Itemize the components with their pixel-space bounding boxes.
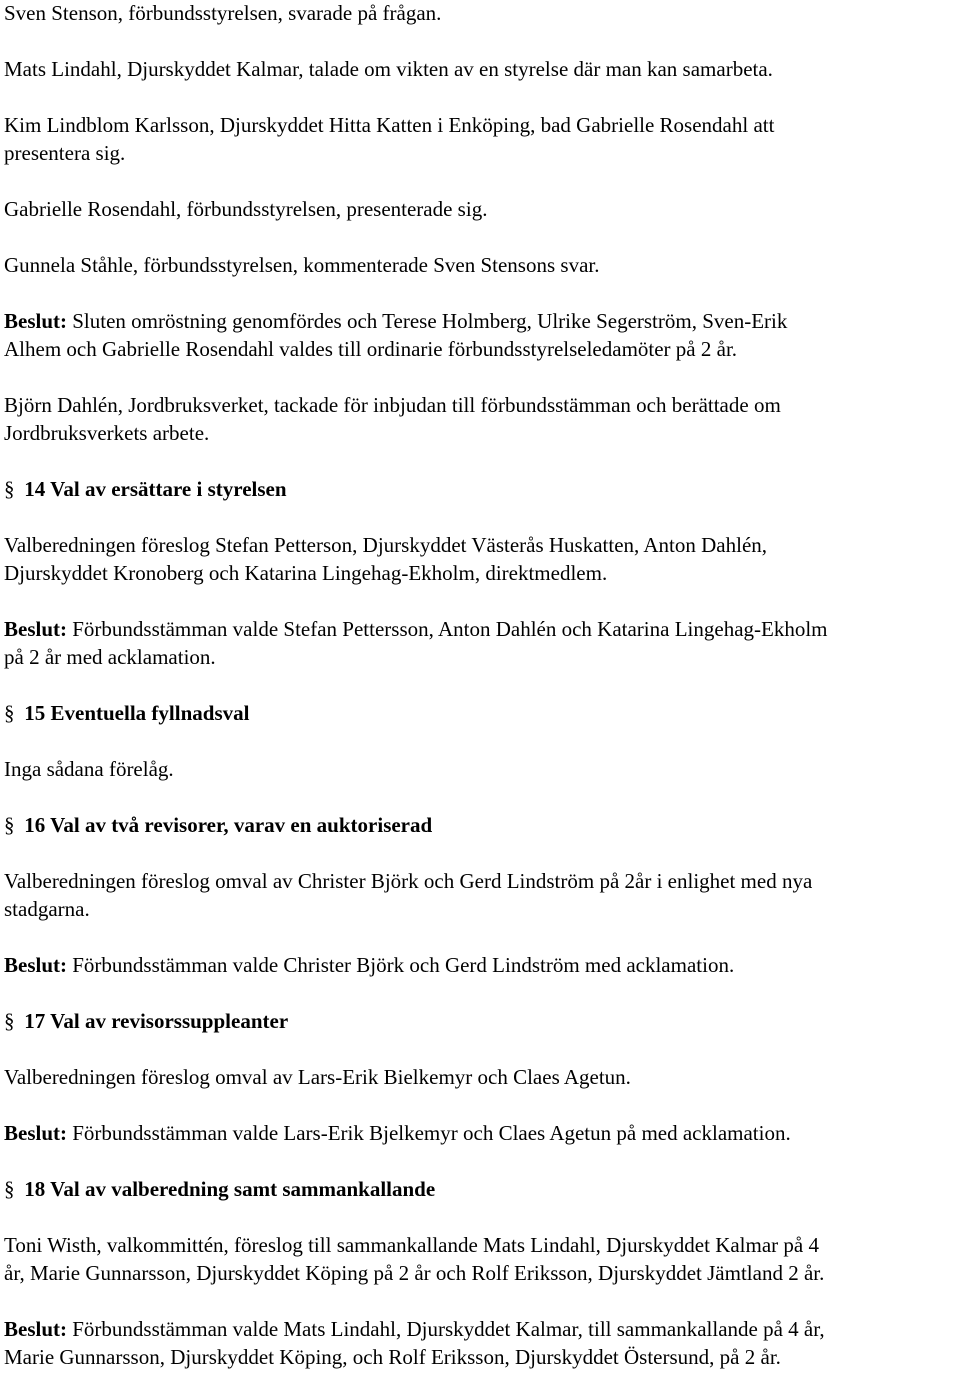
paragraph-line: Toni Wisth, valkommittén, föreslog till sammankallande Mats Lindahl, Djurskyddet Kalmar på 4 bbox=[4, 1233, 819, 1257]
paragraph-line: Mats Lindahl, Djurskyddet Kalmar, talade om vikten av en styrelse där man kan samarbeta. bbox=[4, 57, 773, 81]
paragraph-line bbox=[4, 951, 956, 979]
decision-label: Beslut: bbox=[4, 1121, 67, 1145]
decision-text: Förbundsstämman valde Mats Lindahl, Djurskyddet Kalmar, till sammankallande på 4 år, bbox=[67, 1317, 825, 1341]
section-mark: § bbox=[4, 701, 15, 725]
section-heading-text: 17 Val av revisorssuppleanter bbox=[24, 1009, 289, 1033]
section-heading-16 bbox=[4, 811, 956, 839]
paragraph-mats-lindahl bbox=[4, 55, 956, 83]
decision-label: Beslut: bbox=[4, 1317, 67, 1341]
decision-paragraph-13 bbox=[4, 307, 956, 363]
paragraph-line: år, Marie Gunnarsson, Djurskyddet Köping på 2 år och Rolf Eriksson, Djurskyddet Jämtland 2 år. bbox=[4, 1261, 825, 1285]
paragraph-line: Kim Lindblom Karlsson, Djurskyddet Hitta Katten i Enköping, bad Gabrielle Rosendahl att bbox=[4, 113, 775, 137]
section-heading-17 bbox=[4, 1007, 956, 1035]
paragraph-line: Djurskyddet Kronoberg och Katarina Lingehag-Ekholm, direktmedlem. bbox=[4, 561, 608, 585]
section-17-decision bbox=[4, 1119, 956, 1147]
section-16-decision bbox=[4, 951, 956, 979]
paragraph-gabrielle-rosendahl bbox=[4, 195, 956, 223]
paragraph-line bbox=[4, 615, 956, 643]
decision-label: Beslut: bbox=[4, 309, 67, 333]
paragraph-sven-stenson bbox=[4, 0, 956, 27]
section-18-proposal bbox=[4, 1231, 956, 1287]
section-18-decision bbox=[4, 1315, 956, 1371]
decision-text: Förbundsstämman valde Stefan Pettersson, Anton Dahlén och Katarina Lingehag-Ekholm bbox=[67, 617, 828, 641]
paragraph-line: Björn Dahlén, Jordbruksverket, tackade för inbjudan till förbundsstämman och berättade om bbox=[4, 393, 781, 417]
decision-label: Beslut: bbox=[4, 617, 67, 641]
paragraph-bjorn-dahlen bbox=[4, 391, 956, 447]
section-mark: § bbox=[4, 1009, 15, 1033]
section-16-proposal bbox=[4, 867, 956, 923]
paragraph-line: Valberedningen föreslog omval av Christer Björk och Gerd Lindström på 2år i enlighet med nya bbox=[4, 869, 813, 893]
paragraph-line bbox=[4, 307, 956, 335]
section-17-proposal bbox=[4, 1063, 956, 1091]
paragraph-line: stadgarna. bbox=[4, 897, 90, 921]
section-mark: § bbox=[4, 477, 15, 501]
decision-text: Förbundsstämman valde Lars-Erik Bjelkemyr och Claes Agetun på med acklamation. bbox=[67, 1121, 791, 1145]
paragraph-line: Gunnela Ståhle, förbundsstyrelsen, kommenterade Sven Stensons svar. bbox=[4, 253, 600, 277]
paragraph-line: Marie Gunnarsson, Djurskyddet Köping, och Rolf Eriksson, Djurskyddet Östersund, på 2 år. bbox=[4, 1345, 781, 1369]
section-heading-18 bbox=[4, 1175, 956, 1203]
paragraph-line: Inga sådana förelåg. bbox=[4, 757, 174, 781]
decision-text: Förbundsstämman valde Christer Björk och Gerd Lindström med acklamation. bbox=[67, 953, 735, 977]
paragraph-line: Valberedningen föreslog Stefan Petterson, Djurskyddet Västerås Huskatten, Anton Dahlén, bbox=[4, 533, 768, 557]
paragraph-line: Alhem och Gabrielle Rosendahl valdes till ordinarie förbundsstyrelseledamöter på 2 år. bbox=[4, 337, 738, 361]
paragraph-line: Gabrielle Rosendahl, förbundsstyrelsen, presenterade sig. bbox=[4, 197, 488, 221]
paragraph-kim-lindblom bbox=[4, 111, 956, 167]
decision-text: Sluten omröstning genomfördes och Terese Holmberg, Ulrike Segerström, Sven-Erik bbox=[67, 309, 788, 333]
section-15-text bbox=[4, 755, 956, 783]
paragraph-line: Valberedningen föreslog omval av Lars-Erik Bielkemyr och Claes Agetun. bbox=[4, 1065, 631, 1089]
section-14-proposal bbox=[4, 531, 956, 587]
paragraph-line: på 2 år med acklamation. bbox=[4, 645, 216, 669]
section-mark: § bbox=[4, 1177, 15, 1201]
section-heading-text: 14 Val av ersättare i styrelsen bbox=[24, 477, 287, 501]
section-14-decision bbox=[4, 615, 956, 671]
section-heading-15 bbox=[4, 699, 956, 727]
section-heading-text: 16 Val av två revisorer, varav en auktoriserad bbox=[24, 813, 433, 837]
section-heading-text: 18 Val av valberedning samt sammankallande bbox=[24, 1177, 436, 1201]
paragraph-line: presentera sig. bbox=[4, 141, 126, 165]
section-mark: § bbox=[4, 813, 15, 837]
section-heading-14 bbox=[4, 475, 956, 503]
paragraph-line bbox=[4, 1119, 956, 1147]
decision-label: Beslut: bbox=[4, 953, 67, 977]
paragraph-line: Jordbruksverkets arbete. bbox=[4, 421, 210, 445]
paragraph-gunnela-stahle bbox=[4, 251, 956, 279]
section-heading-text: 15 Eventuella fyllnadsval bbox=[24, 701, 250, 725]
document-body bbox=[4, 0, 956, 1399]
paragraph-line: Sven Stenson, förbundsstyrelsen, svarade på frågan. bbox=[4, 1, 442, 25]
paragraph-line bbox=[4, 1315, 956, 1343]
